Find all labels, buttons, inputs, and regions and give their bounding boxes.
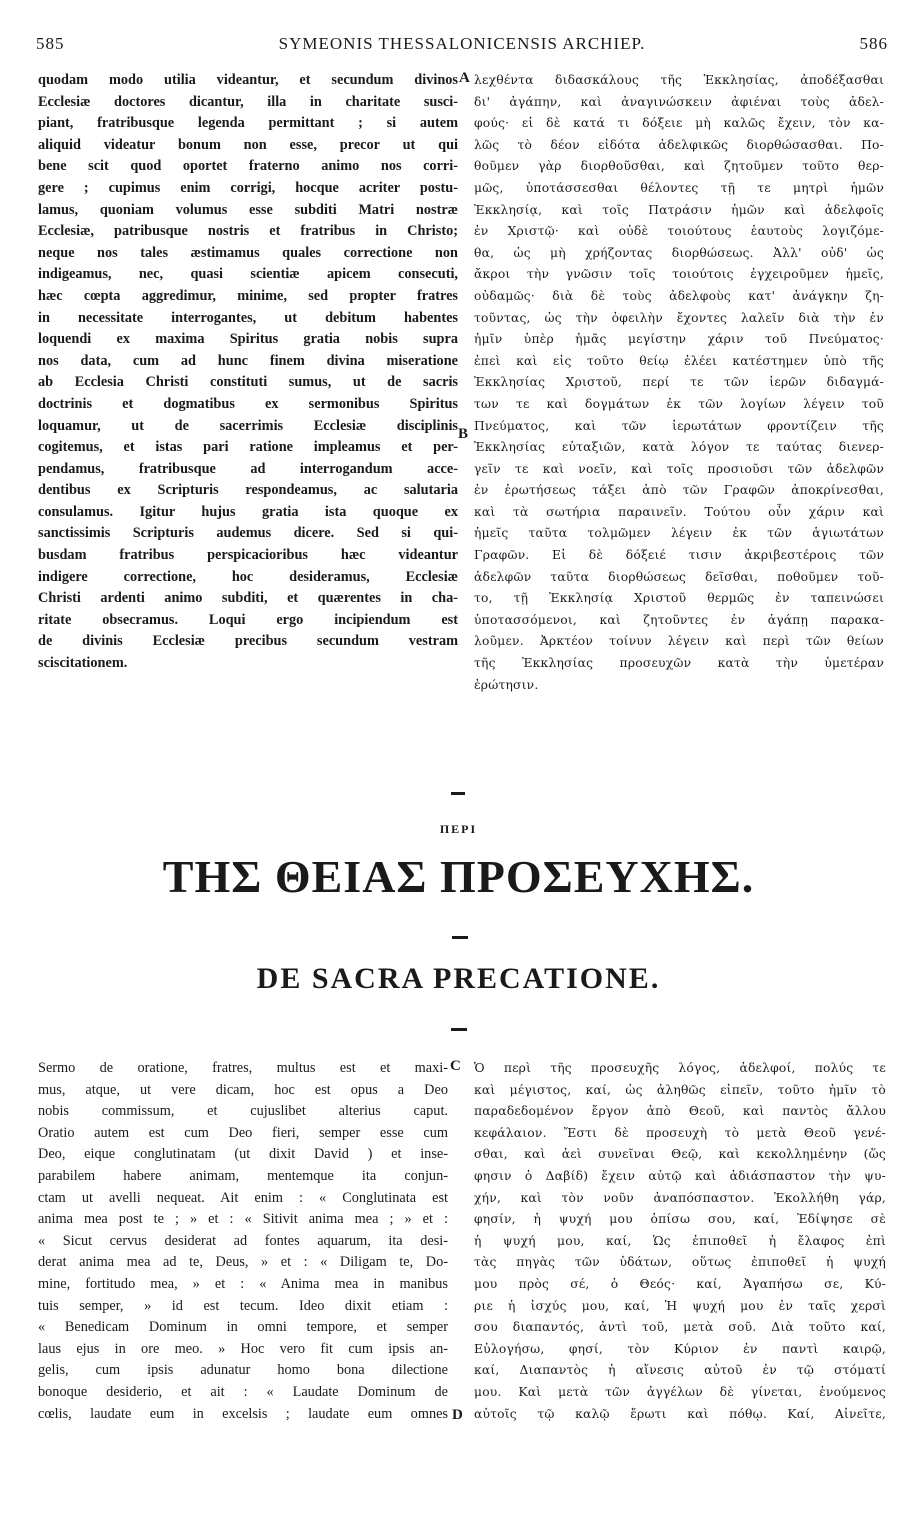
text-line: doctrinis et dogmatibus ex sermonibus Spiritus	[38, 395, 458, 412]
text-line: ἐν Χριστῷ· καὶ οὐδὲ τοιούτους ἑαυτοὺς λογιζόμε-	[474, 224, 884, 239]
page-number-left: 585	[36, 34, 65, 53]
text-line: gere ; cupimus enim corrigi, hocque acriter postu-	[38, 179, 458, 196]
text-line: nos data, cum ad hunc finem divina miseratione	[38, 352, 458, 369]
text-line: Ecclesiæ, patribusque nostris et fratribus in Christo;	[38, 223, 458, 240]
text-line: Εὐλογήσω, φησί, τὸν Κύριον ἐν παντὶ καιρῷ,	[474, 1341, 886, 1356]
text-line: μου. Καὶ μετὰ τῶν ἀγγέλων δὲ γίνεται, ἑνούμενος	[474, 1384, 886, 1399]
text-line: tuis semper, » id est tecum. Ideo dixit etiam :	[38, 1297, 448, 1314]
greek-column-top	[474, 70, 884, 696]
text-line: σου διαπαντός, ἀντὶ τοῦ, μετὰ σοῦ. Διὰ τοῦτο καί,	[474, 1320, 886, 1335]
text-line: ἐν ἐρωτήσεως τάξει ἀπὸ τῶν Γραφῶν ἀποκρίνεσθαι,	[474, 483, 884, 498]
text-line: hæc cœpta aggredimur, minime, sed propter fratres	[38, 287, 458, 304]
text-line: παραδεδομένον ἔργον ἀπὸ Θεοῦ, καὶ παντὸς ἄλλου	[474, 1104, 886, 1119]
text-line: pendamus, fratribusque ad interrogandum acce-	[38, 460, 458, 477]
text-line: ἡμεῖς ταῦτα τολμῶμεν λέγειν ἐκ τῶν ἁγιωτάτων	[474, 526, 884, 541]
text-line: τὰς πηγὰς τῶν ὑδάτων, οὕτως ἐπιποθεῖ ἡ ψυχή	[474, 1255, 886, 1270]
text-line: Deo, eique conglutinatam (ut dixit David ) et inse-	[38, 1146, 448, 1163]
text-line: των τε καὶ δογμάτων ἐκ τῶν λογίων λέγειν τοῦ	[474, 396, 884, 411]
text-line: Ἐκκλησίας Χριστοῦ, περί τε τῶν ἱερῶν διδαγμά-	[474, 375, 884, 390]
separator-dash	[451, 1028, 467, 1031]
text-line: Γραφῶν. Εἰ δὲ δόξειέ τισιν ἀκριβεστέροις τῶν	[474, 548, 884, 563]
section-prefix: ΠΕΡΙ	[439, 822, 478, 836]
text-line: « Sicut cervus desiderat ad fontes aquarum, ita desi-	[38, 1232, 448, 1249]
latin-column-top	[38, 70, 458, 675]
text-line: cœlis, laudate eum in excelsis ; laudate eum omnes	[38, 1405, 448, 1422]
text-line: χήν, καὶ τὸν νοῦν ἀναπόσπαστον. Ἐκολλήθη γάρ,	[474, 1190, 886, 1205]
section-subtitle: DE SACRA PRECATIONE.	[256, 962, 661, 995]
text-line: καί, Διαπαντὸς ἡ αἴνεσις αὐτοῦ ἐν τῷ στόματί	[474, 1363, 886, 1378]
text-line: καὶ τὰ σωτήρια παραινεῖν. Τούτου οὖν χάριν καὶ	[474, 504, 884, 519]
margin-mark-b: B	[458, 426, 469, 442]
text-line: οὐδαμῶς· διὰ δὲ τοὺς ἀδελφοὺς κατ' ἀνάγκην ζη-	[474, 288, 884, 303]
text-line: indigere correctione, hoc desideramus, Ecclesiæ	[38, 568, 458, 585]
text-line: ὑποτασσόμενοι, καὶ ζητοῦντες ἐν ἀγάπῃ παρακα-	[474, 612, 884, 627]
text-line: λοῦμεν. Ἀρκτέον τοίνυν λέγειν καὶ περὶ τῶν θείων	[474, 634, 884, 649]
page-number-right: 586	[859, 34, 888, 53]
text-line: consulamus. Igitur hujus gratia ista quoque ex	[38, 503, 458, 520]
text-line: μῶς, ὑποτάσσεσθαι θέλοντες τῇ τε μητρὶ ἡμῶν	[474, 180, 884, 195]
text-line: lamus, quoniam volumus esse subditi Matri nostræ	[38, 201, 458, 218]
text-line: mus, atque, ut vere dicam, hoc est opus a Deo	[38, 1081, 448, 1098]
text-line: ritate obsecramus. Loqui ergo incipiendum est	[38, 611, 458, 628]
text-line: αὐτοῖς τῷ καλῷ ἔρωτι καὶ πόθῳ. Καί, Αἰνεῖτε,	[474, 1406, 886, 1421]
text-line: σθαι, καὶ ἀεὶ συνεῖναι Θεῷ, καὶ κεκολλημένην (ὥς	[474, 1147, 886, 1162]
separator-dash	[451, 792, 465, 795]
text-line: θοῦμεν γὰρ διορθοῦσθαι, καὶ ζητοῦμεν τοῦτο θερ-	[474, 159, 884, 174]
text-line: ἐπεὶ καὶ εἰς τοῦτο θείῳ ἐλέει κατέστημεν ὑπὸ τῆς	[474, 353, 884, 368]
text-line: « Benedicam Dominum in omni tempore, et semper	[38, 1319, 448, 1336]
text-line: ἡ ψυχή μου, καί, Ὡς ἐπιποθεῖ ἡ ἔλαφος ἐπὶ	[474, 1233, 886, 1248]
text-line: Ecclesiæ doctores dicantur, illa in charitate susci-	[38, 93, 458, 110]
text-line: indigeamus, nec, quasi scientiæ apicem consecuti,	[38, 266, 458, 283]
running-head: SYMEONIS THESSALONICENSIS ARCHIEP.	[278, 34, 646, 53]
text-line: de divinis Ecclesiæ precibus secundum vestram	[38, 633, 458, 650]
text-line: busdam fratribus perspicacioribus hæc videantur	[38, 547, 458, 564]
text-line: μου πρὸς σέ, ὁ Θεός· καί, Ἀγαπήσω σε, Κύ-	[474, 1276, 886, 1291]
text-line: ctam ut avelli nequeat. Ait enim : « Conglutinata est	[38, 1189, 448, 1206]
text-line: dentibus ex Scripturis respondeamus, ac salutaria	[38, 482, 458, 499]
text-line: δι' ἀγάπην, καὶ ἀναγινώσκειν ἀφιέναι τοὺς ἀδελ-	[474, 94, 884, 109]
text-line: τῆς Ἐκκλησίας προσευχῶν κατὰ τὴν ὑμετέραν	[474, 656, 884, 671]
text-line: aliquid videatur bonum non esse, precor ut qui	[38, 136, 458, 153]
text-line: laus ejus in ore meo. » Hoc vero fit cum ipsis an-	[38, 1340, 448, 1357]
text-line: ἀδελφῶν ταῦτα διορθώσεως δεῖσθαι, ποθοῦμεν τοῦ-	[474, 569, 884, 584]
text-line: piant, fratribusque legenda permittant ; si autem	[38, 115, 458, 132]
text-line: φησίν, ἡ ψυχή μου ὀπίσω σου, καί, Ἐδίψησε σὲ	[474, 1212, 886, 1227]
text-line: το, τῇ Ἐκκλησίᾳ Χριστοῦ θερμῶς ἐν ταπεινώσει	[474, 591, 884, 606]
text-line: sanctissimis Scripturis audemus dicere. Sed si qui-	[38, 525, 458, 542]
section-title: ΤΗΣ ΘΕΙΑΣ ΠΡΟΣΕΥΧΗΣ.	[162, 851, 755, 902]
text-line: ab Ecclesia Christi constituti sumus, ut de sacris	[38, 374, 458, 391]
text-line: sciscitationem.	[38, 655, 128, 672]
text-line: θα, ὡς μὴ χρήζοντας διορθώσεως. Ἀλλ' οὐδ' ὡς	[474, 245, 884, 260]
text-line: ἡμῖν ὑπὲρ ἡμᾶς μεγίστην χάριν τοῦ Πνεύματος·	[474, 332, 884, 347]
margin-mark-c: C	[450, 1058, 461, 1074]
text-line: καὶ μέγιστος, καί, ὡς ἀληθῶς εἰπεῖν, τοῦτο ἡμῖν τὸ	[474, 1082, 886, 1097]
running-header	[36, 34, 888, 58]
text-line: loquendi ex maxima Spiritus gratia nobis supra	[38, 331, 458, 348]
margin-mark-d: D	[452, 1407, 463, 1423]
text-line: φούς· εἰ δὲ κατά τι δόξειε μὴ καλῶς ἔχειν, τὸν κα-	[474, 116, 884, 131]
text-line: γεῖν τε καὶ νοεῖν, καὶ τοῖς προσιοῦσι τῶν ἀδελφῶν	[474, 461, 884, 476]
text-line: ριε ἡ ἰσχύς μου, καί, Ἡ ψυχή μου ἐν ταῖς χερσὶ	[474, 1298, 886, 1313]
text-line: neque nos tales æstimamus quales correctione non	[38, 244, 458, 261]
text-line: ἐρώτησιν.	[474, 677, 539, 692]
latin-column-bottom	[38, 1058, 448, 1425]
text-line: derat anima mea ad te, Deus, » et : « Diligam te, Do-	[38, 1254, 448, 1271]
text-line: loquamur, ut de sacerrimis Ecclesiæ disciplinis	[38, 417, 458, 434]
text-line: λεχθέντα διδασκάλους τῆς Ἐκκλησίας, ἀποδέξασθαι	[474, 73, 884, 87]
text-line: anima mea post te ; » et : « Sitivit anima mea ; » et :	[38, 1211, 448, 1228]
text-line: Sermo de oratione, fratres, multus est et maxi-	[38, 1060, 448, 1076]
text-line: φησιν ὁ Δαβίδ) ἔχειν αὐτῷ καὶ ἀδιάσπαστον τὴν ψυ-	[474, 1168, 886, 1183]
text-line: Christi ardenti animo subditi, et quærentes in cha-	[38, 590, 458, 607]
text-line: Ὁ περὶ τῆς προσευχῆς λόγος, ἀδελφοί, πολύς τε	[474, 1061, 886, 1075]
text-line: Ἐκκλησίας εὐταξιῶν, κατὰ λόγον τε ταύτας διενερ-	[474, 440, 884, 455]
text-line: parabilem habere animam, mentemque ita conjun-	[38, 1167, 448, 1184]
text-line: τοῦντας, ὡς τὴν ὀφειλὴν ἔχοντες λαλεῖν διὰ τὴν ἐν	[474, 310, 884, 325]
text-line: Oratio autem est cum Deo fieri, semper esse cum	[38, 1124, 448, 1141]
text-line: λῶς τὸ δέον εἰδότα ἀδελφικῶς διορθώσασθαι. Πο-	[474, 137, 884, 152]
separator-dash	[452, 936, 468, 939]
text-line: gelis, cum ipsis adunatur homo bona dilectione	[38, 1362, 448, 1379]
text-line: κεφάλαιον. Ἔστι δὲ προσευχὴ τὸ μετὰ Θεοῦ γενέ-	[474, 1125, 886, 1140]
text-line: bene scit quod oportet fraterno animo nos corri-	[38, 158, 458, 175]
text-line: ἄκροι τὴν γνῶσιν τοῖς τοιούτοις ἐγχειροῦμεν ἡμεῖς,	[474, 267, 884, 282]
greek-column-bottom	[474, 1058, 886, 1425]
text-line: nobis commissum, et cujuslibet alterius caput.	[38, 1103, 448, 1120]
margin-mark-a: A	[459, 70, 470, 86]
text-line: Ἐκκλησίᾳ, καὶ τοῖς Πατράσιν ἡμῶν καὶ ἀδελφοῖς	[474, 202, 884, 217]
text-line: bonoque desiderio, et ait : « Laudate Dominum de	[38, 1383, 448, 1400]
text-line: in necessitate interrogantes, ut debitum habentes	[38, 309, 458, 326]
text-line: Πνεύματος, καὶ τῶν ἱερωτάτων φροντίζειν τῆς	[474, 418, 884, 433]
text-line: mine, fortitudo mea, » et : « Anima mea in manibus	[38, 1275, 448, 1292]
text-line: quodam modo utilia videantur, et secundum divinos	[38, 72, 458, 88]
text-line: cogitemus, et istas pari ratione impleamus et per-	[38, 439, 458, 456]
